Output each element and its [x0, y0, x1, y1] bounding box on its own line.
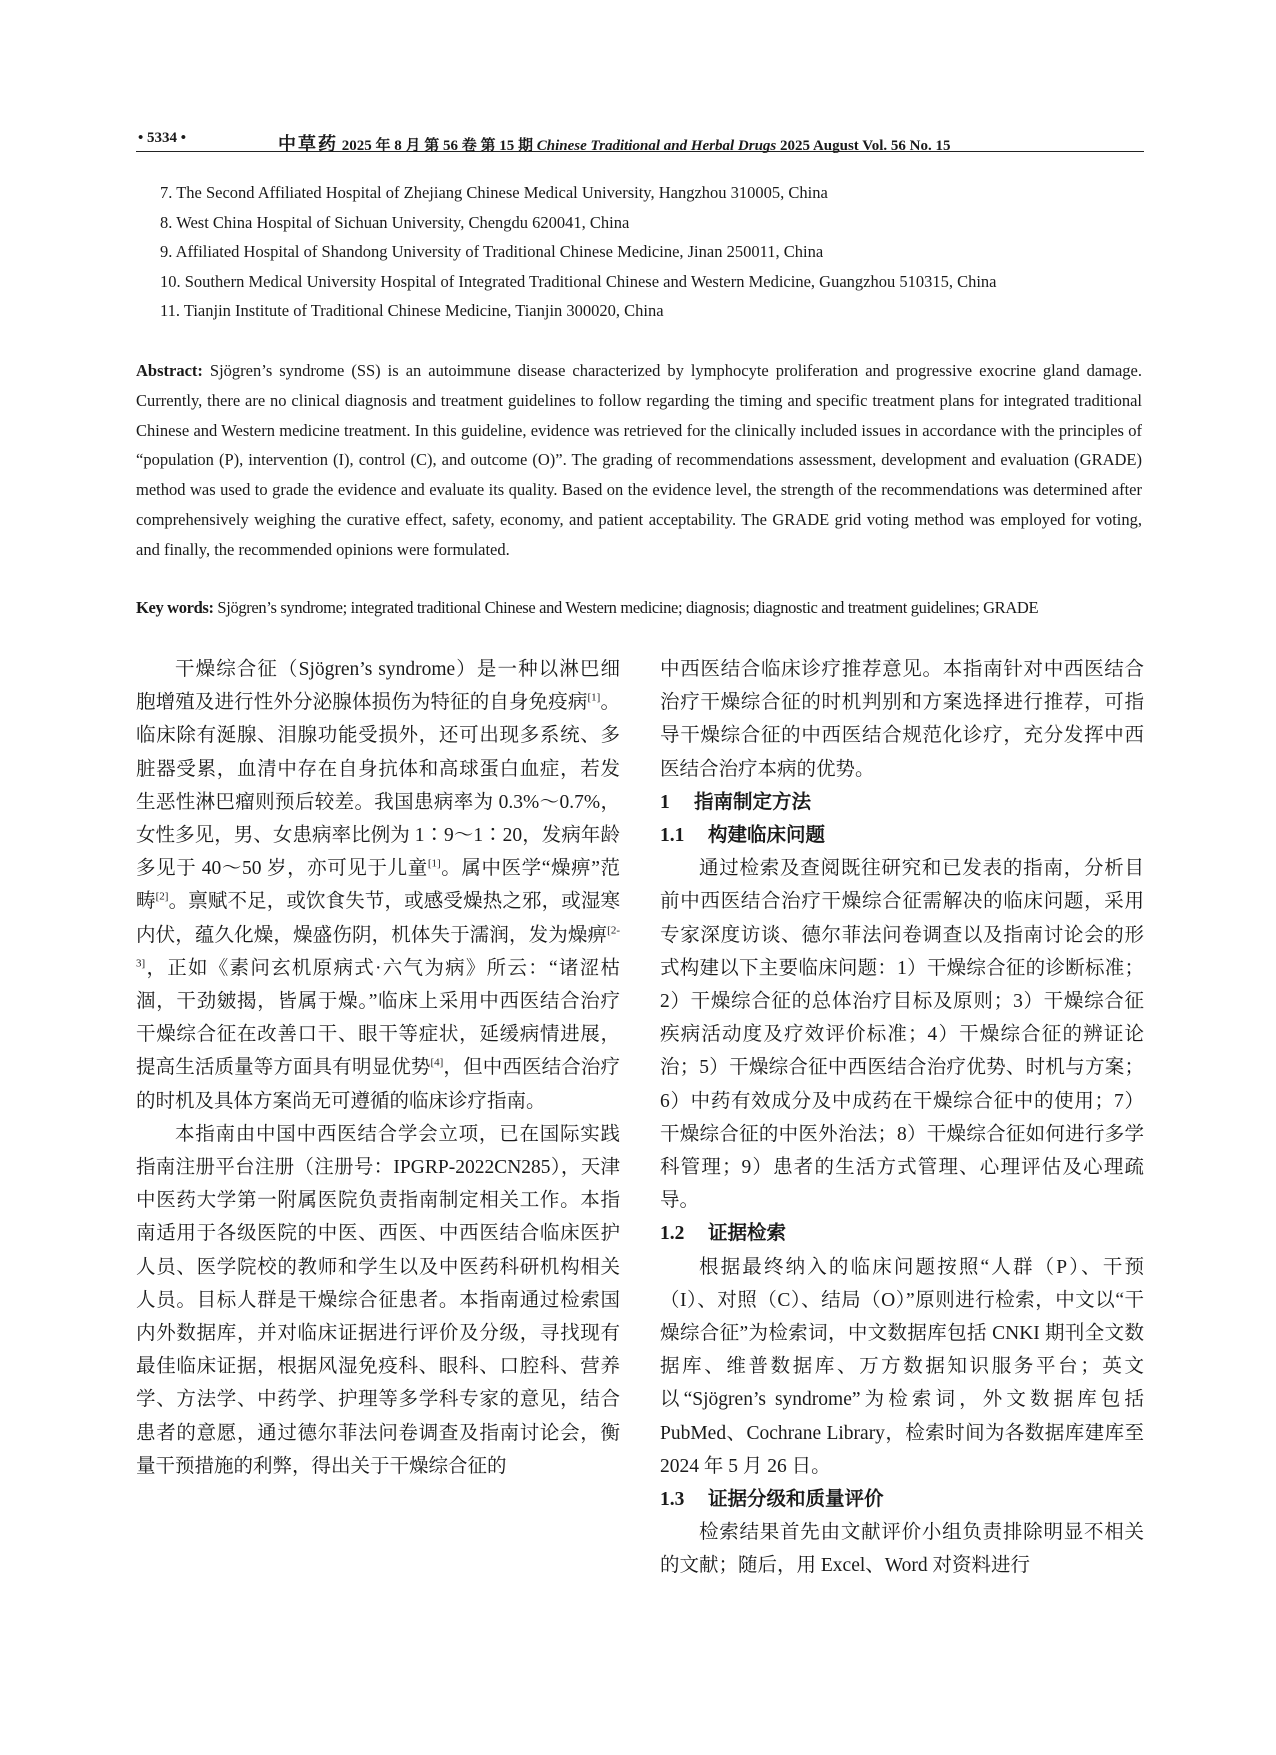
affiliation-item: 7. The Second Affiliated Hospital of Zhejiang Chinese Medical University, Hangzhou 310005, China: [160, 183, 828, 202]
section-title: 构建临床问题: [708, 825, 826, 847]
text-run: 。临床除有涎腺、泪腺功能受损外，还可出现多系统、多脏器受累，血清中存在自身抗体和高球蛋白血症，若发生恶性淋巴瘤则预后较差。我国患病率为 0.3%～0.7%，女性多见，男、女患病率比例为 1∶9～1∶20，发病年龄多见于 40～50 岁，亦可见于儿童: [136, 692, 620, 880]
journal-info: [278, 130, 950, 156]
keywords-label: Key words:: [136, 598, 214, 617]
keywords-text: Sjögren’s syndrome; integrated traditional Chinese and Western medicine; diagnosis; diagnostic and treatment guidelines; GRADE: [217, 598, 1039, 617]
intro-paragraph-1: [136, 653, 620, 1118]
citation: [2-3]: [136, 924, 620, 970]
section-number: 1.3: [660, 1489, 685, 1511]
section-number: 1.1: [660, 825, 685, 847]
section-number: 1.2: [660, 1223, 685, 1245]
journal-name-en: Chinese Traditional and Herbal Drugs: [536, 138, 777, 154]
section-title: 证据分级和质量评价: [708, 1489, 884, 1511]
section-heading-1: [660, 786, 1144, 819]
affiliation-item: 11. Tianjin Institute of Traditional Chinese Medicine, Tianjin 300020, China: [160, 301, 664, 321]
text-run: ，正如《素问玄机原病式·六气为病》所云：“诸涩枯涸，干劲皴揭，皆属于燥。”临床上采用中西医结合治疗干燥综合征在改善口干、眼干等症状，延缓病情进展，提高生活质量等方面具有明显优势: [136, 957, 620, 1079]
section-number: 1: [660, 791, 670, 813]
page-number: • 5334 •: [138, 130, 187, 146]
section-1-3-paragraph: 检索结果首先由文献评价小组负责排除明显不相关的文献；随后，用 Excel、Word 对资料进行: [660, 1522, 1144, 1577]
section-heading-1-2: [660, 1217, 1144, 1250]
citation: [1]: [587, 691, 601, 704]
abstract: [136, 356, 1142, 565]
section-1-2-paragraph: 根据最终纳入的临床问题按照“人群（P）、干预（I）、对照（C）、结局（O）”原则进行检索，中文以“干燥综合征”为检索词，中文数据库包括 CNKI 期刊全文数据库、维普数据库、万方数据知识服务平台；英文以“Sjögren’s syndrome”为检索词，外文数据库包括 PubMed、Cochrane Library，检索时间为各数据库建库至 2024 年 5 月 26 日。: [660, 1256, 1144, 1477]
section-heading-1-1: [660, 819, 1144, 852]
abstract-text: Sjögren’s syndrome (SS) is an autoimmune disease characterized by lymphocyte proliferation and progressive exocrine gland damage. Currently, there are no clinical diagnosis and treatment guidelines to follow regarding the timing and specific treatment plans for integrated traditional Chinese and Western medicine treatment. In this guideline, evidence was retrieved for the clinically included issues in accordance with the principles of “population (P), intervention (I), control (C), and outcome (O)”. The grading of recommendations assessment, development and evaluation (GRADE) method was used to grade the evidence and evaluate its quality. Based on the evidence level, the strength of the recommendations was determined after comprehensively weighing the curative effect, safety, economy, and patient acceptability. The GRADE grid voting method was employed for voting, and finally, the recommended opinions were formulated.: [136, 361, 1143, 559]
text-run: 。属中医学“燥痹”范畴: [136, 858, 620, 913]
citation: [1]: [427, 857, 441, 870]
abstract-label: Abstract:: [136, 361, 203, 380]
section-1-1-paragraph: 通过检索及查阅既往研究和已发表的指南，分析目前中西医结合治疗干燥综合征需解决的临床问题，采用专家深度访谈、德尔菲法问卷调查以及指南讨论会的形式构建以下主要临床问题：1）干燥综合征的诊断标准；2）干燥综合征的总体治疗目标及原则；3）干燥综合征疾病活动度及疗效评价标准；4）干燥综合征的辨证论治；5）干燥综合征中西医结合治疗优势、时机与方案；6）中药有效成分及中成药在干燥综合征中的使用；7）干燥综合征的中医外治法；8）干燥综合征如何进行多学科管理；9）患者的生活方式管理、心理评估及心理疏导。: [660, 858, 1144, 1212]
section-title: 证据检索: [708, 1223, 787, 1245]
issue-en: 2025 August Vol. 56 No. 15: [780, 138, 951, 154]
intro-paragraph-continued: 中西医结合临床诊疗推荐意见。本指南针对中西医结合治疗干燥综合征的时机判别和方案选择进行推荐，可指导干燥综合征的中西医结合规范化诊疗，充分发挥中西医结合治疗本病的优势。: [660, 659, 1144, 780]
text-run: 干燥综合征（Sjögren’s syndrome）是一种以淋巴细胞增殖及进行性外分泌腺体损伤为特征的自身免疫病: [136, 659, 620, 714]
affiliation-item: 9. Affiliated Hospital of Shandong University of Traditional Chinese Medicine, Jinan 250011, China: [160, 242, 824, 262]
section-heading-1-3: [660, 1483, 1144, 1516]
text-run: 。禀赋不足，或饮食失节，或感受燥热之邪，或湿寒内伏，蕴久化燥，燥盛伤阴，机体失于濡润，发为燥痹: [136, 891, 620, 946]
journal-name-cn: 中草药: [278, 134, 338, 154]
affiliation-item: 10. Southern Medical University Hospital of Integrated Traditional Chinese and Western Medicine, Guangzhou 510315, China: [160, 271, 997, 291]
header-rule: [136, 151, 1144, 152]
intro-paragraph-2: 本指南由中国中西医结合学会立项，已在国际实践指南注册平台注册（注册号：IPGRP-2022CN285），天津中医药大学第一附属医院负责指南制定相关工作。本指南适用于各级医院的中医、西医、中西医结合临床医护人员、医学院校的教师和学生以及中医药科研机构相关人员。目标人群是干燥综合征患者。本指南通过检索国内外数据库，并对临床证据进行评价及分级，寻找现有最佳临床证据，根据风湿免疫科、眼科、口腔科、营养学、方法学、中药学、护理等多学科专家的意见，结合患者的意愿，通过德尔菲法问卷调查及指南讨论会，衡量干预措施的利弊，得出关于干燥综合征的: [136, 1123, 620, 1477]
right-column: [660, 653, 1144, 1583]
affiliation-item: 8. West China Hospital of Sichuan University, Chengdu 620041, China: [160, 212, 630, 232]
citation: [4]: [430, 1056, 444, 1069]
affiliation-list: [160, 178, 1120, 326]
keywords: [136, 593, 1156, 622]
section-title: 指南制定方法: [694, 791, 812, 813]
citation: [2]: [155, 890, 169, 903]
issue-cn: 2025 年 8 月 第 56 卷 第 15 期: [341, 138, 534, 154]
text-run: ，但中西医结合治疗的时机及具体方案尚无可遵循的临床诊疗指南。: [136, 1057, 620, 1112]
left-column: [136, 653, 620, 1483]
running-header: [138, 128, 1138, 154]
